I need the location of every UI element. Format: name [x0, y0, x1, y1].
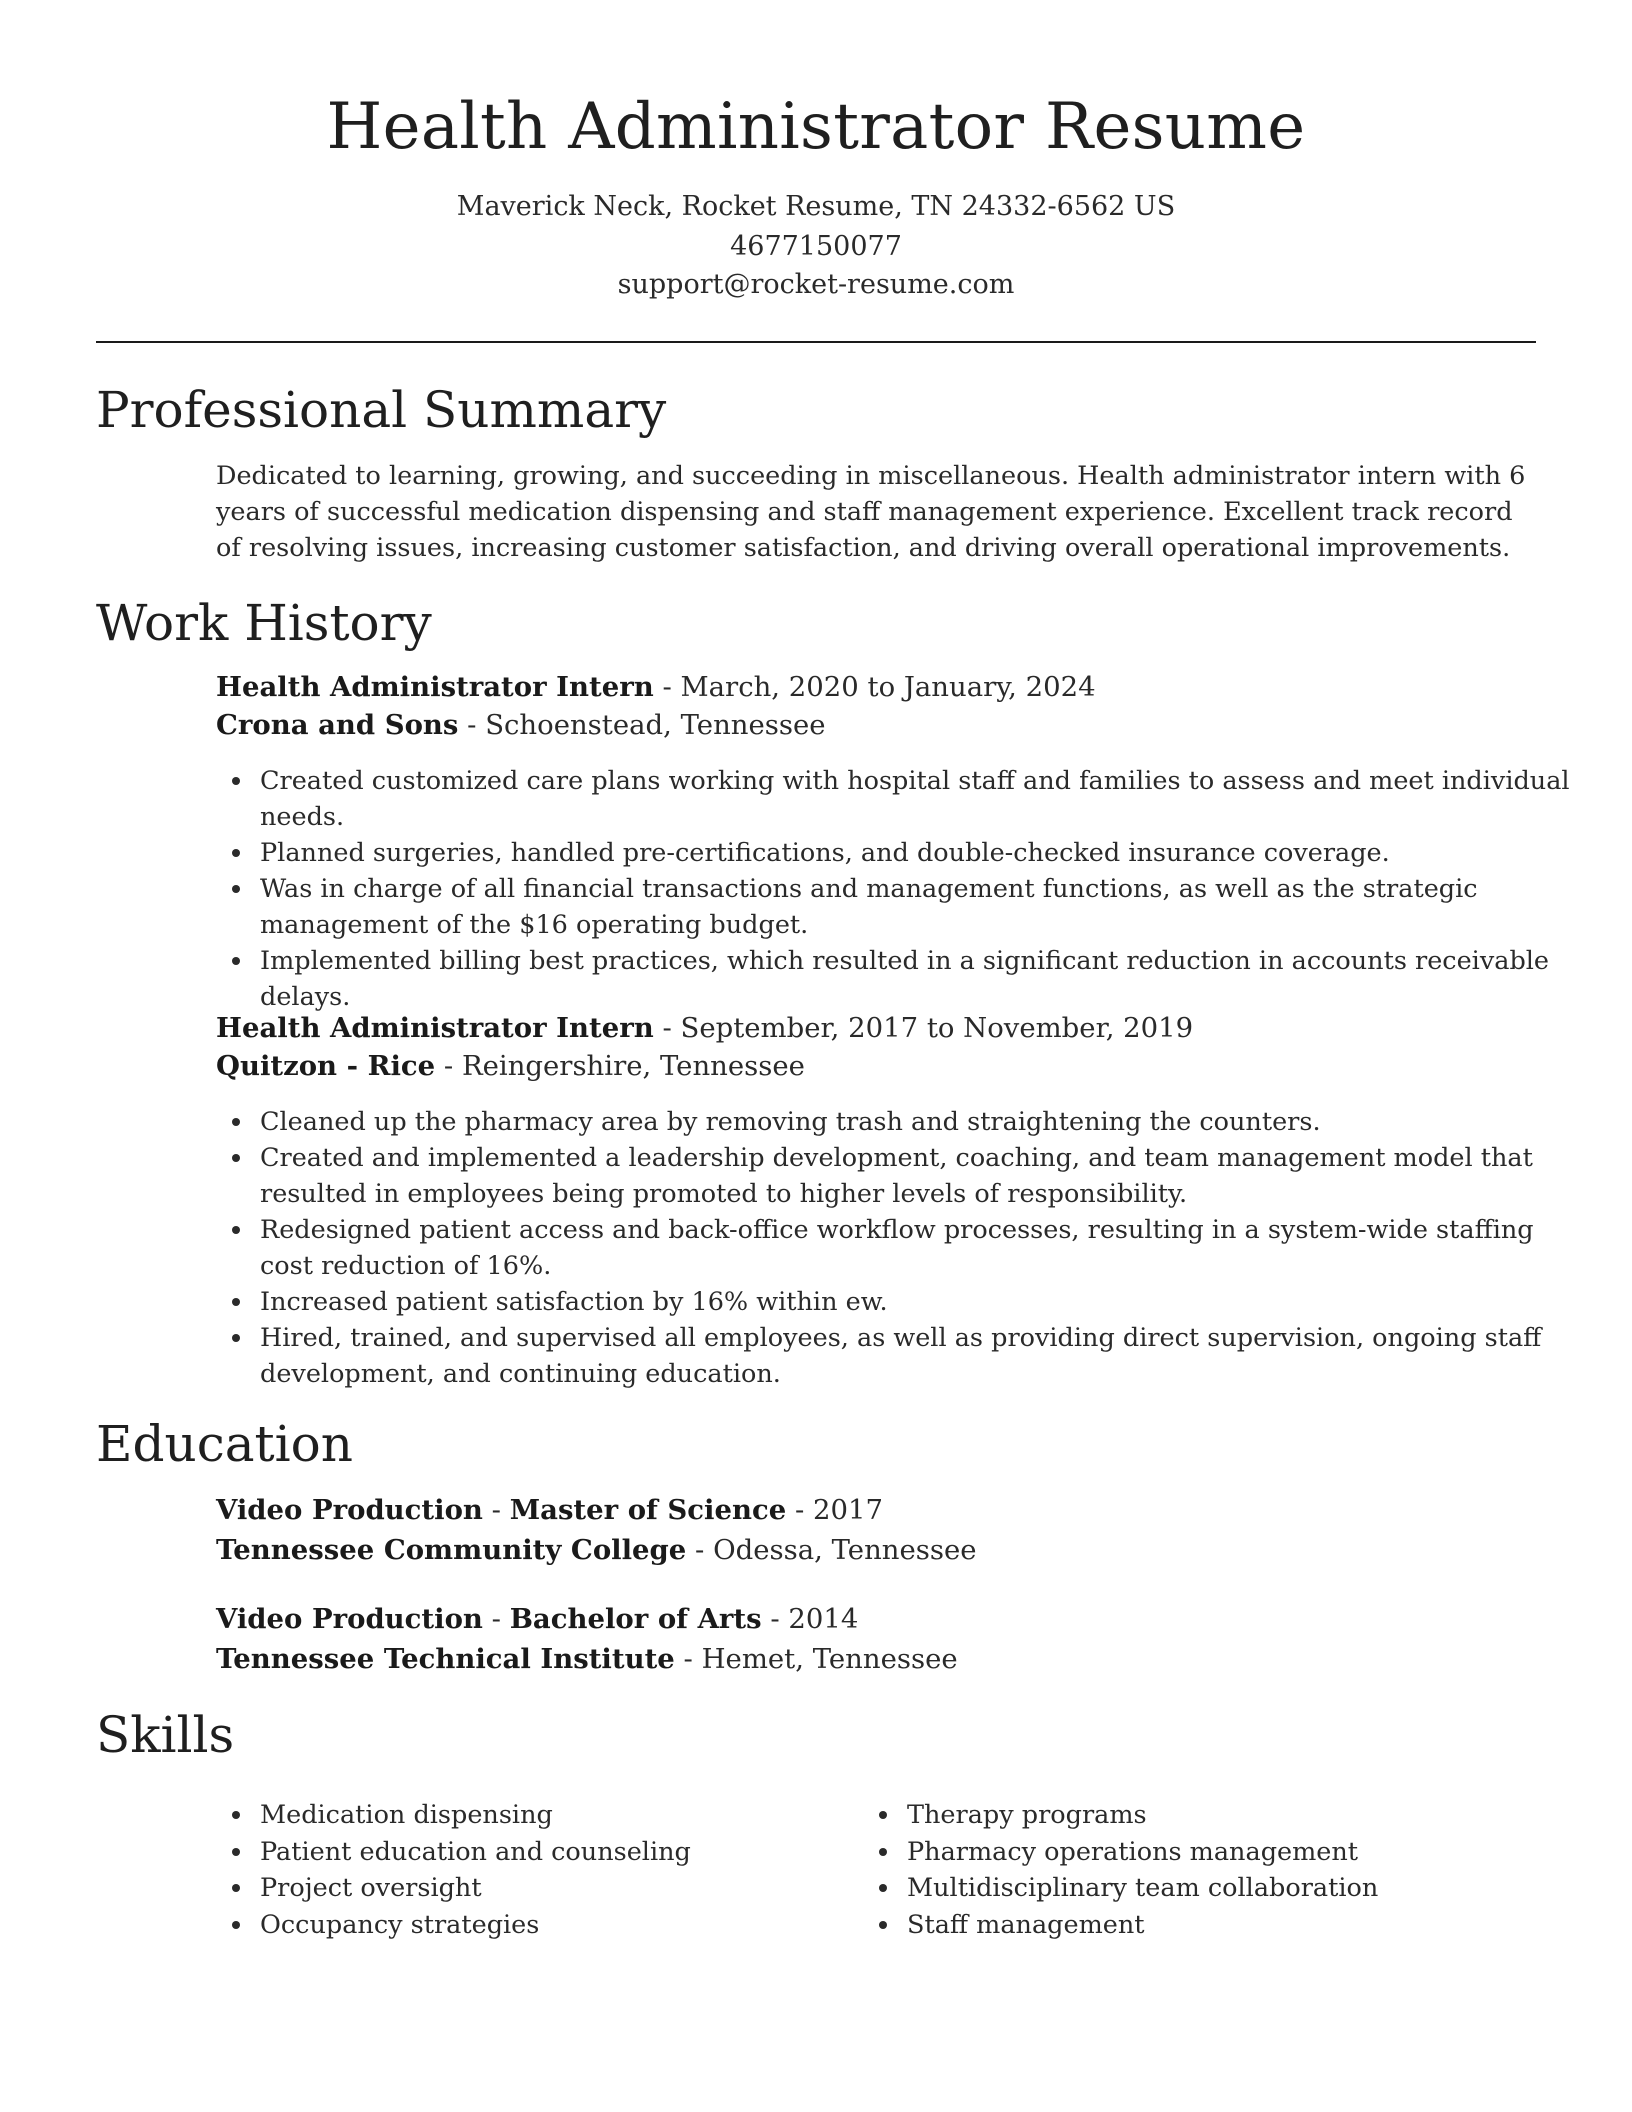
job-dates: March, 2020 to January, 2024 [680, 671, 1096, 703]
education-degree: Bachelor of Arts [509, 1603, 762, 1635]
list-item: Medication dispensing [260, 1797, 900, 1834]
job-location: Schoenstead, Tennessee [485, 709, 826, 741]
education-school-line [216, 1531, 1536, 1569]
job-bullet-list [216, 763, 1580, 1015]
education-degree: Master of Science [509, 1494, 787, 1526]
job-company: Crona and Sons [216, 709, 459, 741]
summary-heading: Professional Summary [96, 381, 667, 439]
job-location: Reingershire, Tennessee [461, 1050, 805, 1082]
separator: - [435, 1050, 462, 1082]
education-school: Tennessee Technical Institute [216, 1643, 675, 1675]
separator: - [482, 1494, 510, 1526]
education-school: Tennessee Community College [216, 1534, 687, 1566]
separator: - [482, 1603, 510, 1635]
list-item: Occupancy strategies [260, 1907, 900, 1944]
job-title-line [216, 668, 1536, 706]
list-item: Created customized care plans working with hospital staff and families to assess and meet individual needs. [260, 763, 1580, 835]
work-history-heading: Work History [96, 594, 432, 652]
job-company-line [216, 1047, 1536, 1085]
separator: - [458, 709, 486, 741]
job-company: Quitzon - Rice [216, 1050, 436, 1082]
education-heading: Education [96, 1415, 353, 1473]
list-item: Cleaned up the pharmacy area by removing trash and straightening the counters. [260, 1104, 1580, 1140]
list-item: Therapy programs [907, 1797, 1547, 1834]
separator: - [653, 671, 681, 703]
job-company-line [216, 706, 1536, 744]
list-item: Was in charge of all financial transactions and management functions, as well as the strategic management of the $16 operating budget. [260, 871, 1580, 943]
job-dates: September, 2017 to November, 2019 [680, 1012, 1194, 1044]
header-divider [96, 341, 1536, 343]
list-item: Staff management [907, 1907, 1547, 1944]
list-item: Implemented billing best practices, which resulted in a significant reduction in accounts receivable delays. [260, 943, 1580, 1015]
contact-address: Maverick Neck, Rocket Resume, TN 24332-6562 US [456, 191, 1176, 222]
education-location: Odessa, Tennessee [713, 1534, 977, 1566]
job-title: Health Administrator Intern [216, 1012, 654, 1044]
list-item: Increased patient satisfaction by 16% within ew. [260, 1284, 1580, 1320]
separator: - [686, 1534, 714, 1566]
education-degree-line [216, 1600, 1536, 1638]
education-location: Hemet, Tennessee [701, 1643, 958, 1675]
contact-email: support@rocket-resume.com [617, 269, 1015, 300]
skills-list-right [863, 1797, 1547, 1944]
skills-list-left [216, 1797, 900, 1944]
list-item: Patient education and counseling [260, 1834, 900, 1871]
education-field: Video Production [216, 1494, 483, 1526]
education-school-line [216, 1640, 1536, 1678]
skills-heading: Skills [96, 1706, 235, 1764]
list-item: Redesigned patient access and back-office workflow processes, resulting in a system-wide staffing cost reduction of 16%. [260, 1212, 1580, 1284]
separator: - [674, 1643, 702, 1675]
list-item: Created and implemented a leadership development, coaching, and team management model that resulted in employees being promoted to higher levels of responsibility. [260, 1140, 1580, 1212]
job-title-line [216, 1009, 1536, 1047]
separator: - [761, 1603, 789, 1635]
separator: - [653, 1012, 681, 1044]
job-title: Health Administrator Intern [216, 671, 654, 703]
list-item: Hired, trained, and supervised all employees, as well as providing direct supervision, ongoing staff development, and continuing education. [260, 1320, 1580, 1392]
list-item: Planned surgeries, handled pre-certifications, and double-checked insurance coverage. [260, 835, 1580, 871]
separator: - [786, 1494, 813, 1526]
list-item: Pharmacy operations management [907, 1834, 1547, 1871]
list-item: Multidisciplinary team collaboration [907, 1870, 1547, 1907]
education-year: 2014 [788, 1603, 859, 1635]
page-title: Health Administrator Resume [326, 90, 1306, 164]
list-item: Project oversight [260, 1870, 900, 1907]
education-year: 2017 [813, 1494, 883, 1526]
contact-phone: 4677150077 [730, 231, 902, 262]
summary-text: Dedicated to learning, growing, and succeeding in miscellaneous. Health administrator intern with 6 years of successful medication dispensing and staff management experience. Excellent track record of resolving issues, increasing customer satisfaction, and driving overall operational improvements. [216, 461, 1526, 563]
education-field: Video Production [216, 1603, 483, 1635]
job-bullet-list [216, 1104, 1580, 1392]
education-degree-line [216, 1491, 1536, 1529]
